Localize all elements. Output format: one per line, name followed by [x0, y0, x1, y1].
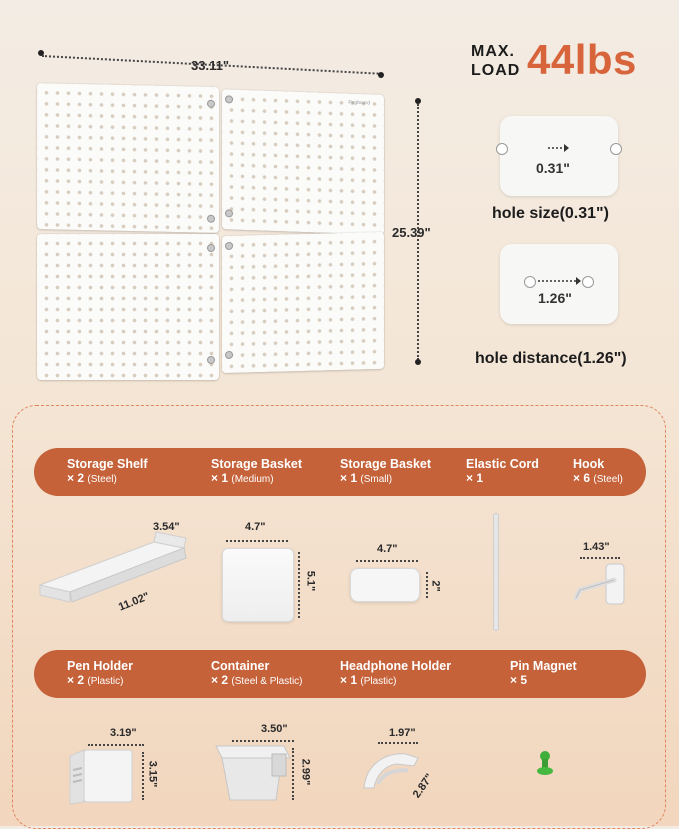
item-name: Storage Basket [340, 457, 432, 471]
pegboard-panel-top-left [37, 83, 219, 233]
height-dimension: 25.39" [392, 225, 431, 240]
item-qty: × 1 (Small) [340, 471, 393, 485]
dim-line [580, 557, 620, 559]
basket-small-height-dim: 2" [429, 580, 442, 592]
screw [207, 215, 215, 223]
max-load-label-line2: LOAD [471, 62, 521, 79]
hole-right-icon [582, 276, 594, 288]
pegboard-panel-bottom-right [222, 232, 384, 373]
item-storage-basket-small [340, 457, 431, 485]
item-name: Storage Shelf [67, 457, 148, 471]
item-qty: × 2 (Steel) [67, 471, 117, 485]
item-qty: × 5 [510, 673, 528, 687]
basket-medium-width-dim: 4.7" [245, 521, 266, 533]
storage-basket-medium-image [222, 548, 294, 622]
item-elastic-cord [466, 457, 539, 485]
screw [225, 209, 233, 217]
pen-holder-image [66, 748, 138, 806]
headphone-holder-width-dim: 1.97" [389, 727, 416, 739]
max-load-value: 44lbs [527, 36, 637, 83]
item-qty: × 1 (Plastic) [340, 673, 397, 687]
headphone-holder-depth-dim: 2.87" [410, 771, 436, 801]
pegboard-panel-bottom-left [37, 234, 219, 380]
item-qty: × 1 (Medium) [211, 471, 274, 485]
dim-line [356, 560, 418, 562]
basket-small-width-dim: 4.7" [377, 543, 398, 555]
board-brand-label: Pegboard [348, 99, 370, 107]
hole-distance-label: hole distance(1.26") [475, 350, 627, 367]
item-qty: × 2 (Steel & Plastic) [211, 673, 303, 687]
item-storage-basket-medium [211, 457, 302, 485]
hook-image [566, 560, 636, 610]
container-height-dim: 2.99" [299, 758, 312, 786]
pen-holder-height-dim: 3.15" [146, 760, 159, 788]
item-qty: × 1 [466, 471, 484, 485]
screw [207, 356, 215, 364]
max-load-label [471, 42, 520, 80]
height-dim-end-dot [415, 359, 421, 365]
max-load-label-line1: MAX. [471, 43, 515, 60]
item-pen-holder [67, 659, 133, 687]
dim-line [292, 748, 294, 800]
screw [225, 242, 233, 250]
item-name: Headphone Holder [340, 659, 452, 673]
dim-line [298, 552, 300, 618]
hook-length-dim: 1.43" [583, 541, 610, 553]
item-container [211, 659, 303, 687]
screw [207, 244, 215, 252]
basket-medium-height-dim: 5.1" [304, 570, 317, 592]
pin-magnet-image [536, 750, 554, 778]
screw [225, 95, 233, 103]
item-storage-shelf [67, 457, 148, 485]
item-qty: × 2 (Plastic) [67, 673, 124, 687]
container-width-dim: 3.50" [261, 723, 288, 735]
dim-line [426, 572, 428, 598]
hole-left-icon [496, 143, 508, 155]
hole-right-icon [610, 143, 622, 155]
container-image [212, 742, 294, 804]
screw [207, 100, 215, 108]
item-name: Pen Holder [67, 659, 133, 673]
elastic-cord-image [494, 514, 498, 630]
storage-shelf-image [34, 530, 194, 610]
item-hook [573, 457, 623, 485]
item-name: Hook [573, 457, 605, 471]
item-name: Pin Magnet [510, 659, 577, 673]
shelf-depth-dim: 3.54" [153, 521, 180, 533]
screw [225, 351, 233, 359]
hole-left-icon [524, 276, 536, 288]
item-name: Elastic Cord [466, 457, 539, 471]
width-dimension: 33.11" [191, 58, 229, 73]
item-qty: × 6 (Steel) [573, 471, 623, 485]
hole-size-value: 0.31" [536, 160, 570, 176]
width-dim-end-dot [378, 72, 384, 78]
shelf-length-dim: 11.02" [116, 590, 152, 614]
item-name: Container [211, 659, 270, 673]
item-headphone-holder [340, 659, 451, 687]
pen-holder-width-dim: 3.19" [110, 727, 137, 739]
hole-size-tile [500, 116, 618, 196]
hole-size-arrow-icon [546, 142, 570, 154]
dim-line [226, 540, 288, 542]
dim-line [88, 744, 144, 746]
storage-basket-small-image [350, 568, 420, 602]
hole-distance-tile [500, 244, 618, 324]
dim-line [142, 752, 144, 800]
hole-distance-arrow-icon [536, 275, 582, 287]
hole-size-label: hole size(0.31") [492, 205, 609, 222]
item-pin-magnet [510, 659, 577, 687]
item-name: Storage Basket [211, 457, 303, 471]
hole-distance-value: 1.26" [538, 290, 572, 306]
pegboard-panel-top-right [222, 89, 384, 235]
